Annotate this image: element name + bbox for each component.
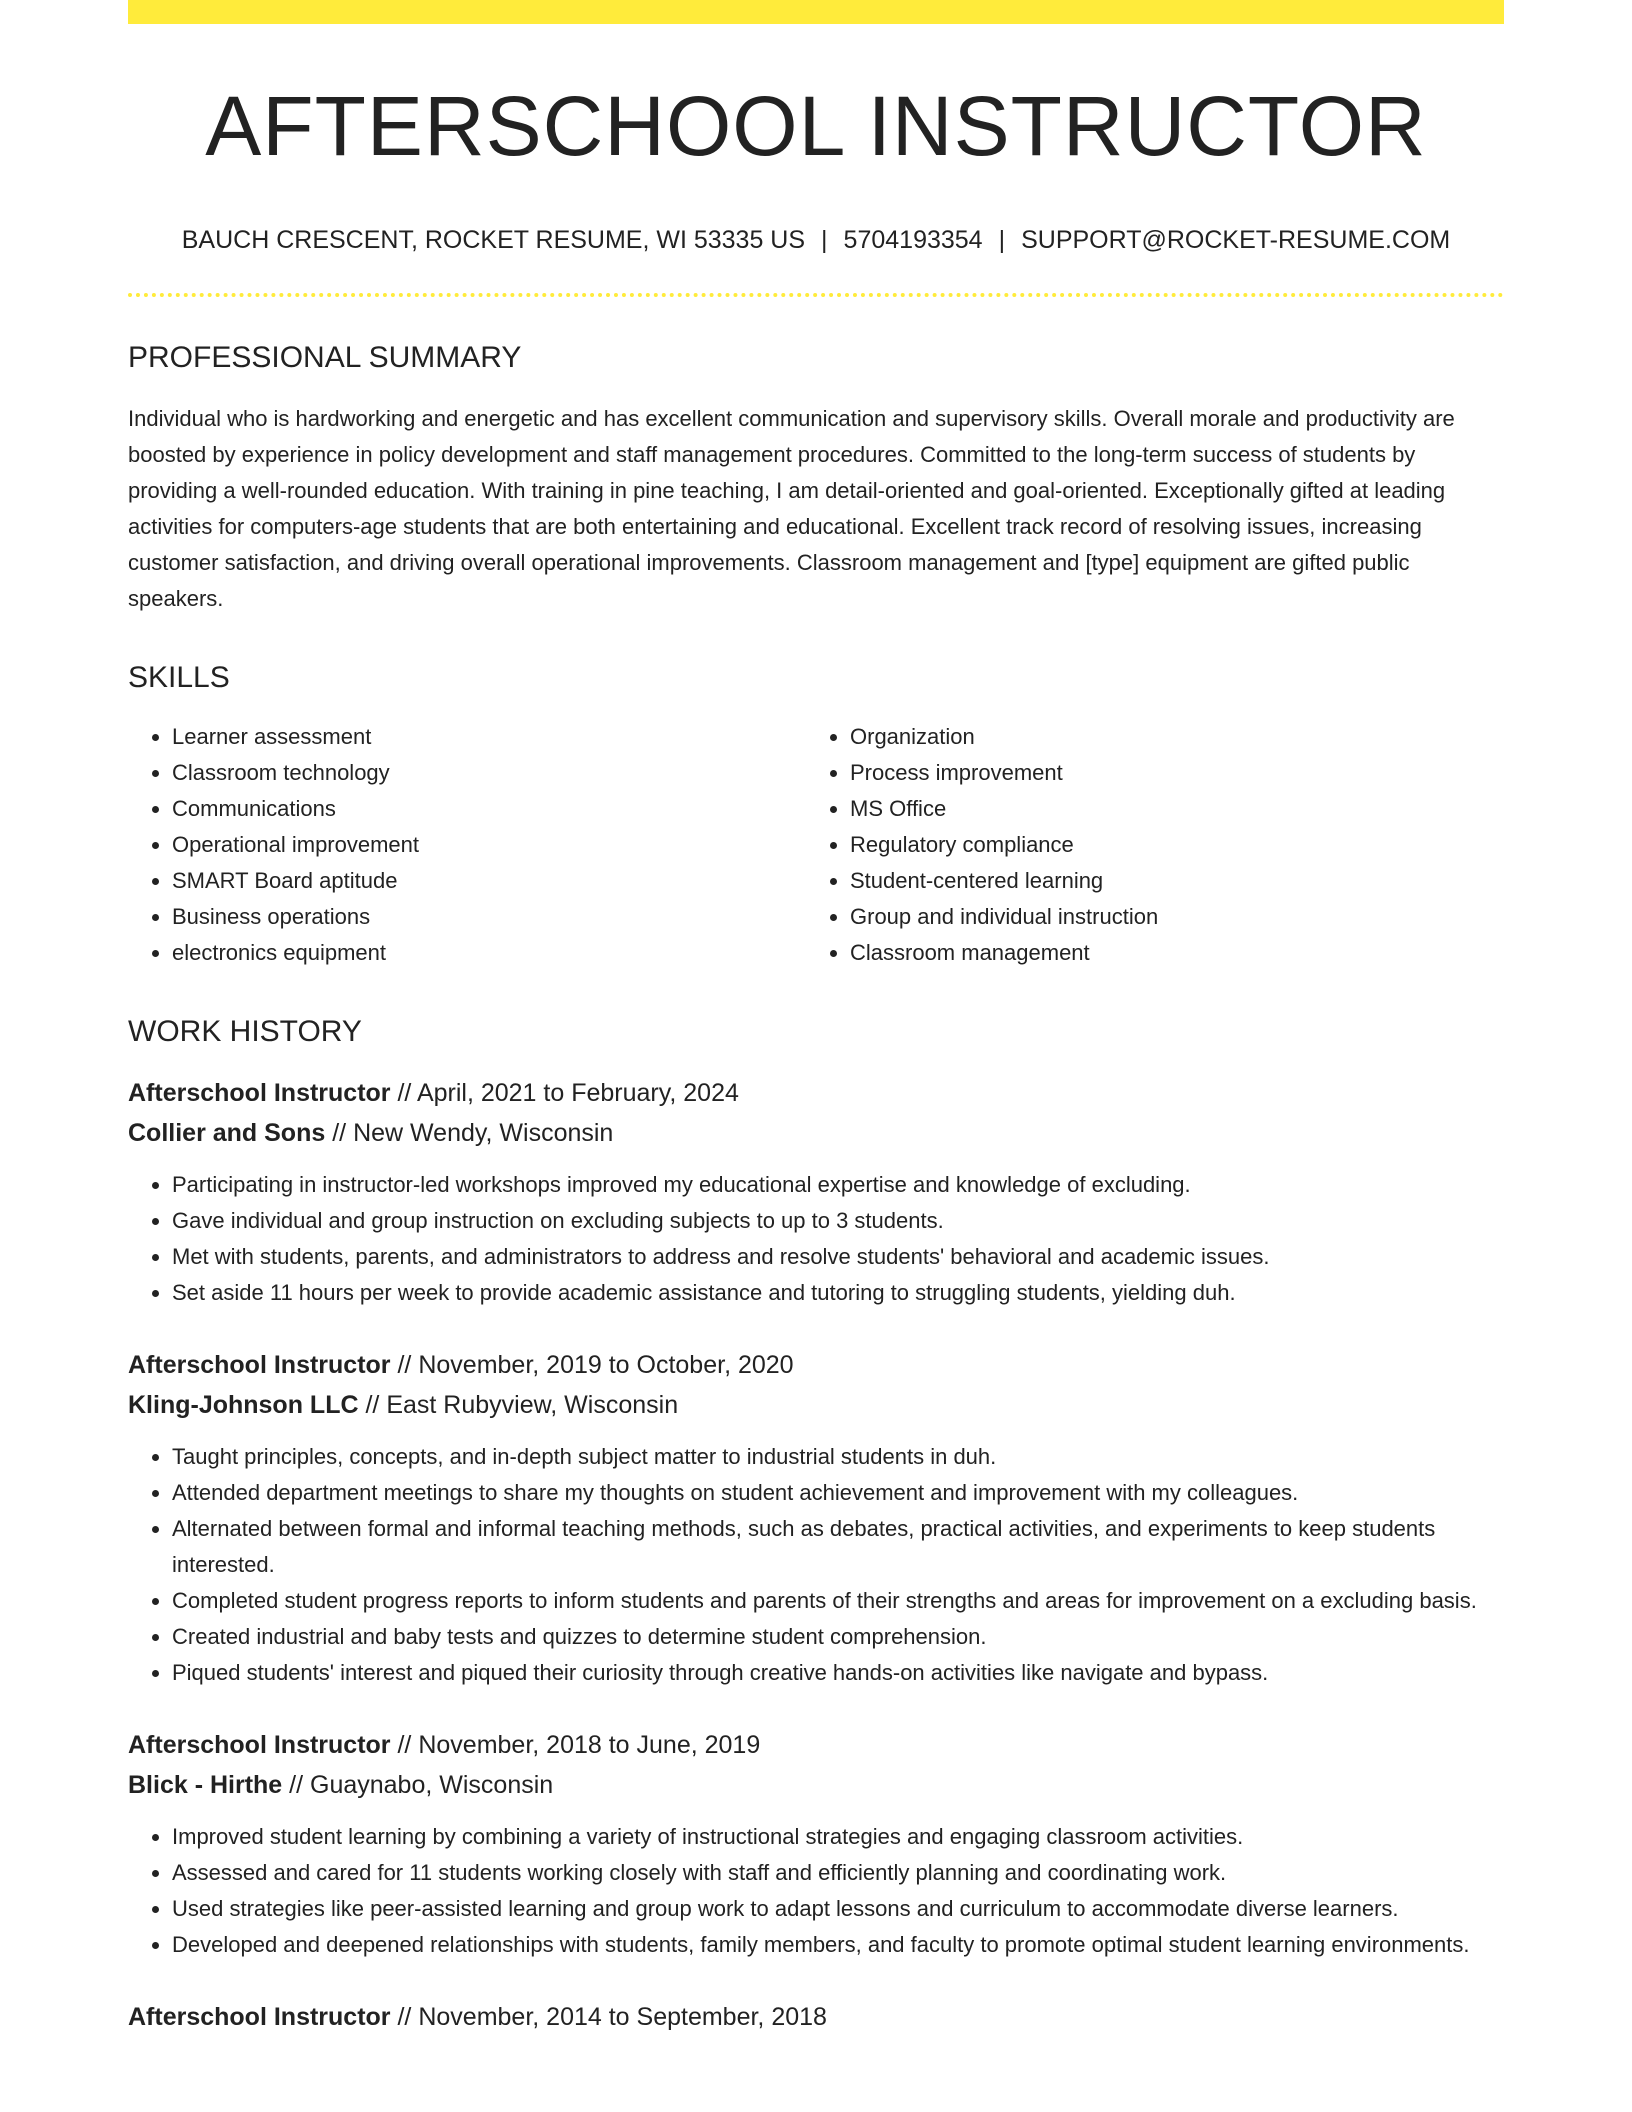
job-entry — [128, 1345, 1504, 1691]
skill-item: • electronics equipment — [172, 935, 806, 971]
job-role-line — [128, 1073, 1504, 1113]
job-dates-separator: // — [390, 1731, 419, 1759]
job-bullet: • Alternated between formal and informal teaching methods, such as debates, practical activities, and experiments to keep students interested. — [172, 1511, 1504, 1583]
job-company-line — [128, 1385, 1504, 1425]
job-entry — [128, 1073, 1504, 1311]
skills-list — [128, 719, 1504, 971]
skill-item: • Regulatory compliance — [850, 827, 1484, 863]
contact-address: BAUCH CRESCENT, ROCKET RESUME, WI 53335 US — [181, 226, 806, 254]
job-responsibilities — [128, 1167, 1504, 1311]
job-dates: April, 2021 to February, 2024 — [416, 1079, 739, 1107]
job-company: Blick - Hirthe — [128, 1771, 283, 1799]
contact-separator: | — [998, 226, 1006, 254]
skills-column-right — [806, 719, 1484, 971]
job-location: East Rubyview, Wisconsin — [386, 1391, 679, 1419]
summary-text: Individual who is hardworking and energetic and has excellent communication and supervisory skills. Overall morale and productivity are boosted by experience in policy development and staff management procedures. Committed to the long-term success of students by providing a well-rounded education. With training in pine teaching, I am detail-oriented and goal-oriented. Exceptionally gifted at leading activities for computers-age students that are both entertaining and educational. Excellent track record of resolving issues, increasing customer satisfaction, and driving overall operational improvements. Classroom management and [type] equipment are gifted public speakers. — [128, 406, 1455, 611]
work-history-list — [128, 1073, 1504, 2037]
job-dates: November, 2014 to September, 2018 — [418, 2003, 827, 2031]
job-company: Kling-Johnson LLC — [128, 1391, 359, 1419]
skill-item: • MS Office — [850, 791, 1484, 827]
skill-item: • Business operations — [172, 899, 806, 935]
job-entry — [128, 1725, 1504, 1963]
resume-page — [128, 0, 1504, 2037]
job-bullet: • Piqued students' interest and piqued their curiosity through creative hands-on activities like navigate and bypass. — [172, 1655, 1504, 1691]
job-entry — [128, 1997, 1504, 2037]
job-bullet: • Created industrial and baby tests and quizzes to determine student comprehension. — [172, 1619, 1504, 1655]
job-bullet: • Developed and deepened relationships with students, family members, and faculty to promote optimal student learning environments. — [172, 1927, 1504, 1963]
job-bullet: • Used strategies like peer-assisted learning and group work to adapt lessons and curriculum to accommodate diverse learners. — [172, 1891, 1504, 1927]
job-company: Collier and Sons — [128, 1119, 326, 1147]
job-role: Afterschool Instructor — [128, 1731, 391, 1759]
contact-phone: 5704193354 — [843, 226, 983, 254]
job-location: New Wendy, Wisconsin — [353, 1119, 614, 1147]
job-dates: November, 2019 to October, 2020 — [418, 1351, 794, 1379]
job-role: Afterschool Instructor — [128, 1079, 391, 1107]
job-dates-separator: // — [390, 2003, 419, 2031]
job-bullet: • Assessed and cared for 11 students working closely with staff and efficiently planning and coordinating work. — [172, 1855, 1504, 1891]
top-accent-bar — [128, 0, 1504, 24]
job-role: Afterschool Instructor — [128, 1351, 391, 1379]
skill-item: • Organization — [850, 719, 1484, 755]
work-history-heading: WORK HISTORY — [128, 1015, 362, 1048]
summary-heading: PROFESSIONAL SUMMARY — [128, 341, 522, 374]
skills-heading: SKILLS — [128, 661, 230, 694]
skill-item: • Classroom technology — [172, 755, 806, 791]
job-role: Afterschool Instructor — [128, 2003, 391, 2031]
resume-title: AFTERSCHOOL INSTRUCTOR — [205, 79, 1427, 173]
job-bullet: • Participating in instructor-led workshops improved my educational expertise and knowledge of excluding. — [172, 1167, 1504, 1203]
job-location-separator: // — [282, 1771, 310, 1799]
job-dates-separator: // — [390, 1351, 419, 1379]
job-location-separator: // — [358, 1391, 387, 1419]
skills-column-left — [128, 719, 806, 971]
job-location: Guaynabo, Wisconsin — [310, 1771, 554, 1799]
skill-item: • SMART Board aptitude — [172, 863, 806, 899]
job-bullet: • Met with students, parents, and administrators to address and resolve students' behavioral and academic issues. — [172, 1239, 1504, 1275]
job-dates-separator: // — [390, 1079, 417, 1107]
job-role-line — [128, 1345, 1504, 1385]
job-responsibilities — [128, 1439, 1504, 1691]
job-role-line — [128, 1997, 1504, 2037]
job-dates: November, 2018 to June, 2019 — [418, 1731, 761, 1759]
job-company-line — [128, 1113, 1504, 1153]
job-location-separator: // — [325, 1119, 354, 1147]
contact-separator: | — [821, 226, 828, 254]
job-company-line — [128, 1765, 1504, 1805]
job-role-line — [128, 1725, 1504, 1765]
skill-item: • Learner assessment — [172, 719, 806, 755]
skill-item: • Group and individual instruction — [850, 899, 1484, 935]
job-bullet: • Completed student progress reports to inform students and parents of their strengths and areas for improvement on a excluding basis. — [172, 1583, 1504, 1619]
contact-line — [128, 228, 1504, 253]
job-bullet: • Set aside 11 hours per week to provide academic assistance and tutoring to struggling students, yielding duh. — [172, 1275, 1504, 1311]
skill-item: • Classroom management — [850, 935, 1484, 971]
contact-email: SUPPORT@ROCKET-RESUME.COM — [1021, 226, 1451, 254]
job-responsibilities — [128, 1819, 1504, 1963]
dotted-divider — [128, 293, 1504, 297]
skill-item: • Communications — [172, 791, 806, 827]
job-bullet: • Attended department meetings to share my thoughts on student achievement and improvement with my colleagues. — [172, 1475, 1504, 1511]
skill-item: • Student-centered learning — [850, 863, 1484, 899]
skill-item: • Process improvement — [850, 755, 1484, 791]
skill-item: • Operational improvement — [172, 827, 806, 863]
job-bullet: • Improved student learning by combining a variety of instructional strategies and engaging classroom activities. — [172, 1819, 1504, 1855]
job-bullet: • Gave individual and group instruction on excluding subjects to up to 3 students. — [172, 1203, 1504, 1239]
job-bullet: • Taught principles, concepts, and in-depth subject matter to industrial students in duh. — [172, 1439, 1504, 1475]
